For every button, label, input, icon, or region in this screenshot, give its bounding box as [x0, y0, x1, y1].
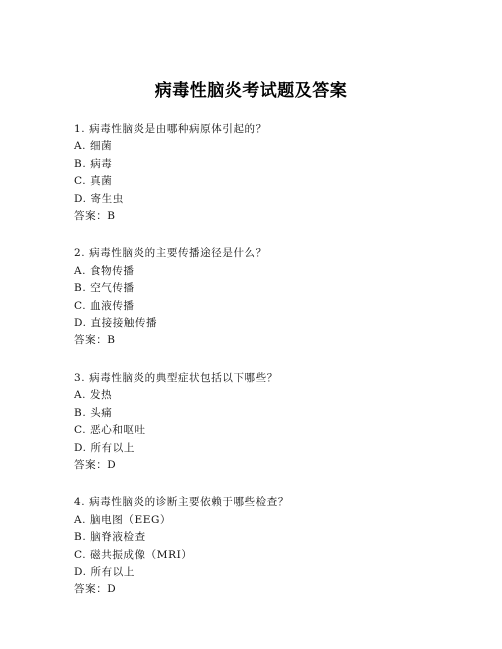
question-stem: 2. 病毒性脑炎的主要传播途径是什么？: [74, 247, 267, 260]
option-b: B. 脑脊液检查: [74, 531, 146, 544]
option-b: B. 病毒: [74, 157, 113, 170]
answer-line: 答案：D: [74, 583, 117, 596]
question-item: [74, 494, 474, 598]
question-stem: 3. 病毒性脑炎的典型症状包括以下哪些？: [74, 371, 278, 384]
option-b: B. 空气传播: [74, 282, 135, 295]
option-c: C. 血液传播: [74, 299, 135, 312]
option-b: B. 头痛: [74, 406, 113, 419]
question-item: [74, 121, 474, 225]
option-a: A. 发热: [74, 389, 113, 402]
question-stem: 1. 病毒性脑炎是由哪种病原体引起的？: [74, 123, 267, 135]
page-title: 病毒性脑炎考试题及答案: [154, 81, 348, 101]
option-a: A. 食物传播: [74, 264, 135, 277]
option-d: D. 所有以上: [74, 565, 135, 578]
option-d: D. 寄生虫: [74, 192, 124, 205]
option-c: C. 真菌: [74, 175, 113, 188]
answer-line: 答案：D: [74, 458, 117, 471]
answer-line: 答案：B: [74, 334, 116, 347]
question-list: [74, 121, 474, 619]
option-a: A. 脑电图（EEG）: [74, 513, 172, 526]
option-d: D. 所有以上: [74, 441, 135, 454]
option-a: A. 细菌: [74, 140, 113, 153]
answer-line: 答案：B: [74, 210, 116, 223]
question-item: [74, 245, 474, 349]
option-c: C. 恶心和呕吐: [74, 424, 146, 437]
question-stem: 4. 病毒性脑炎的诊断主要依赖于哪些检查？: [74, 496, 289, 509]
option-d: D. 直接接触传播: [74, 317, 158, 330]
option-c: C. 磁共振成像（MRI）: [74, 548, 193, 561]
question-item: [74, 370, 474, 474]
